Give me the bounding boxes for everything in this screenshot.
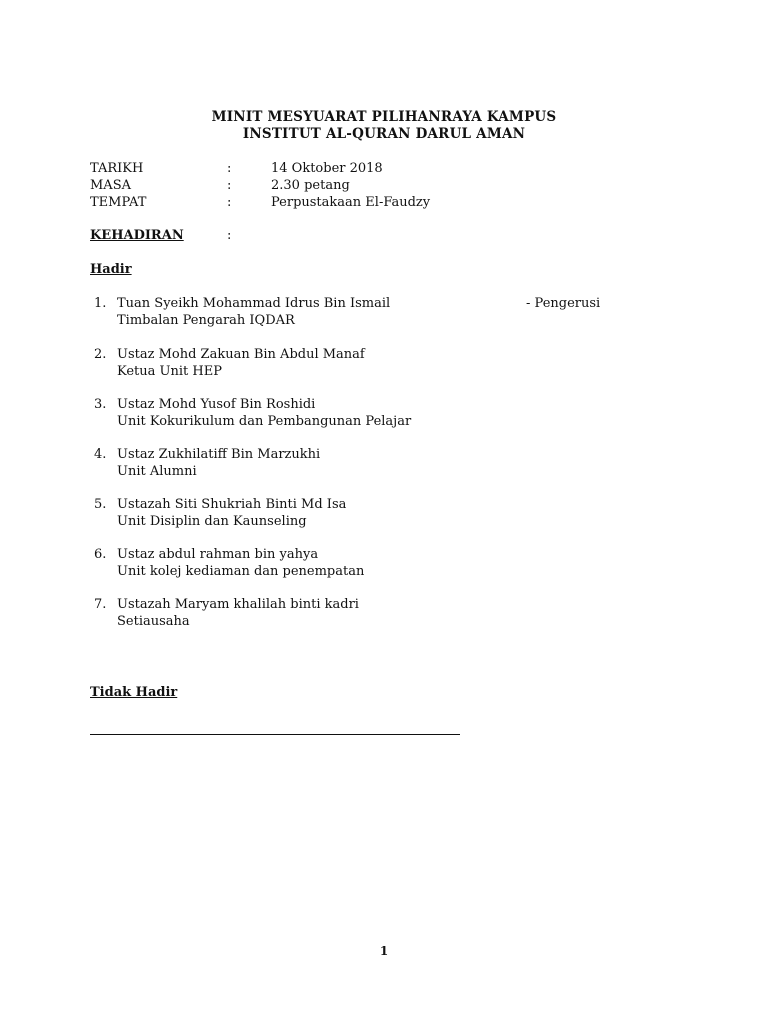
member-name: Tuan Syeikh Mohammad Idrus Bin Ismail <box>117 296 391 311</box>
meta-label: TEMPAT <box>90 195 147 210</box>
meta-value: Perpustakaan El-Faudzy <box>271 195 431 210</box>
member-role: Unit kolej kediaman dan penempatan <box>117 564 365 579</box>
absent-heading: Tidak Hadir <box>90 685 178 700</box>
member-role: Timbalan Pengarah IQDAR <box>117 313 295 328</box>
member-role: Unit Disiplin dan Kaunseling <box>117 514 307 529</box>
document-title-line-1: MINIT MESYUARAT PILIHANRAYA KAMPUS <box>211 109 557 125</box>
member-name: Ustaz abdul rahman bin yahya <box>117 547 319 562</box>
meta-value: 2.30 petang <box>271 178 350 193</box>
page-number: 1 <box>379 944 389 958</box>
meta-label: TARIKH <box>90 161 144 176</box>
member-name: Ustaz Zukhilatiff Bin Marzukhi <box>117 447 321 462</box>
member-name: Ustazah Siti Shukriah Binti Md Isa <box>117 497 347 512</box>
list-number: 4. <box>94 447 107 462</box>
document-title-line-2: INSTITUT AL-QURAN DARUL AMAN <box>242 126 526 142</box>
member-name: Ustaz Mohd Yusof Bin Roshidi <box>117 397 316 412</box>
attendance-colon: : <box>227 228 232 243</box>
member-role: Unit Alumni <box>117 464 197 479</box>
list-number: 6. <box>94 547 107 562</box>
member-name: Ustazah Maryam khalilah binti kadri <box>117 597 359 612</box>
meta-colon: : <box>227 161 232 176</box>
member-post: - Pengerusi <box>526 296 601 311</box>
list-number: 1. <box>94 296 107 311</box>
member-role: Setiausaha <box>117 614 190 629</box>
attendance-heading: KEHADIRAN <box>90 228 184 243</box>
absent-blank-line <box>90 734 460 735</box>
meta-colon: : <box>227 178 232 193</box>
list-number: 2. <box>94 347 107 362</box>
member-role: Unit Kokurikulum dan Pembangunan Pelajar <box>117 414 412 429</box>
list-number: 3. <box>94 397 107 412</box>
list-number: 7. <box>94 597 107 612</box>
present-heading: Hadir <box>90 262 132 277</box>
meta-label: MASA <box>90 178 131 193</box>
list-number: 5. <box>94 497 107 512</box>
member-role: Ketua Unit HEP <box>117 364 222 379</box>
meta-value: 14 Oktober 2018 <box>271 161 383 176</box>
meta-colon: : <box>227 195 232 210</box>
member-name: Ustaz Mohd Zakuan Bin Abdul Manaf <box>117 347 365 362</box>
